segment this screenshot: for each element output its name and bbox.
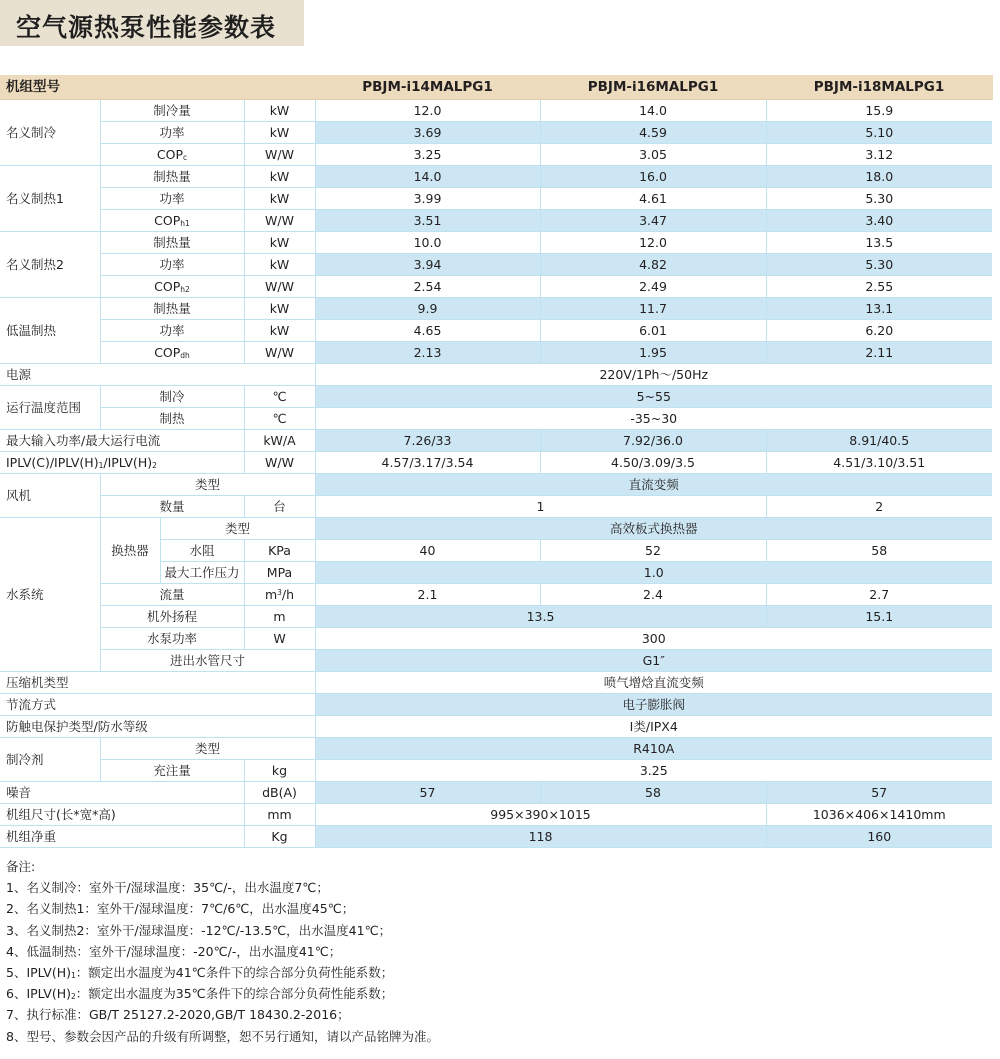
row-label: 压缩机类型 — [0, 672, 315, 694]
unit-cell: ℃ — [244, 408, 315, 430]
note-item: 7、执行标准：GB/T 25127.2-2020,GB/T 18430.2-2016； — [6, 1007, 350, 1023]
value-cell: 4.51/3.10/3.51 — [766, 452, 992, 474]
unit-cell: $m^3/h$ — [244, 584, 315, 606]
value-cell: 8.91/40.5 — [766, 430, 992, 452]
value-cell: 3.25 — [315, 760, 992, 782]
value-cell: 58 — [766, 540, 992, 562]
header-row — [0, 75, 992, 100]
table-row — [0, 364, 992, 386]
value-cell: 11.7 — [540, 298, 766, 320]
unit-cell: kW/A — [244, 430, 315, 452]
value-cell: 300 — [315, 628, 992, 650]
table-row — [0, 452, 992, 474]
notes-title: 备注: — [6, 859, 36, 874]
unit-cell: kW — [244, 254, 315, 276]
value-cell: G1″ — [315, 650, 992, 672]
value-cell: 2.7 — [766, 584, 992, 606]
value-cell: 4.61 — [540, 188, 766, 210]
param-cell: 制热量 — [100, 298, 244, 320]
table-row — [0, 210, 992, 232]
value-cell: 2.11 — [766, 342, 992, 364]
table-row — [0, 276, 992, 298]
value-cell: 1 — [315, 496, 766, 518]
table-row — [0, 188, 992, 210]
unit-cell: 台 — [244, 496, 315, 518]
title-banner — [0, 0, 304, 46]
unit-cell: W/W — [244, 452, 315, 474]
table-row — [0, 100, 992, 122]
note-item: 6、$IPLV(H)_2$：额定出水温度为35℃条件下的综合部分负荷性能系数； — [6, 986, 394, 1002]
value-cell: 3.25 — [315, 144, 540, 166]
note-item: 1、名义制冷：室外干/湿球温度：35℃/-，出水温度7℃； — [6, 880, 329, 896]
row-label: 电源 — [0, 364, 315, 386]
value-cell: 12.0 — [540, 232, 766, 254]
value-cell: 3.12 — [766, 144, 992, 166]
value-cell: -35~30 — [315, 408, 992, 430]
param-cell: $COP_{h1}$ — [100, 210, 244, 232]
header-label: 机组型号 — [0, 75, 315, 100]
param-cell: 机外扬程 — [100, 606, 244, 628]
note-item: 4、低温制热：室外干/湿球温度：-20℃/-，出水温度41℃； — [6, 943, 342, 959]
table-row — [0, 320, 992, 342]
value-cell: 5.10 — [766, 122, 992, 144]
param-cell: 数量 — [100, 496, 244, 518]
table-row — [0, 386, 992, 408]
value-cell: 2.4 — [540, 584, 766, 606]
unit-cell: kW — [244, 298, 315, 320]
unit-cell: kg — [244, 760, 315, 782]
group-water: 水系统 — [0, 518, 100, 672]
model-1: PBJM-i14MALPG1 — [315, 75, 540, 100]
value-cell: 3.94 — [315, 254, 540, 276]
row-label: 节流方式 — [0, 694, 315, 716]
note-item: 5、$IPLV(H)_1$：额定出水温度为41℃条件下的综合部分负荷性能系数； — [6, 965, 394, 981]
table-row — [0, 584, 992, 606]
row-label: 最大输入功率/最大运行电流 — [0, 430, 244, 452]
value-cell: 3.05 — [540, 144, 766, 166]
param-cell: 水阻 — [160, 540, 244, 562]
value-cell: 2.1 — [315, 584, 540, 606]
value-cell: 2.55 — [766, 276, 992, 298]
notes-section — [6, 856, 439, 1047]
value-cell: 1.95 — [540, 342, 766, 364]
value-cell: 4.65 — [315, 320, 540, 342]
param-cell: 水泵功率 — [100, 628, 244, 650]
unit-cell: mm — [244, 804, 315, 826]
unit-cell: kW — [244, 122, 315, 144]
value-cell: 2.54 — [315, 276, 540, 298]
param-cell: $COP_{h2}$ — [100, 276, 244, 298]
value-cell: 3.51 — [315, 210, 540, 232]
param-cell: 制冷 — [100, 386, 244, 408]
group-fan: 风机 — [0, 474, 100, 518]
table-row — [0, 496, 992, 518]
value-cell: 16.0 — [540, 166, 766, 188]
value-cell: 2 — [766, 496, 992, 518]
unit-cell: dB(A) — [244, 782, 315, 804]
param-cell: 功率 — [100, 122, 244, 144]
param-cell: 制冷量 — [100, 100, 244, 122]
param-cell: 充注量 — [100, 760, 244, 782]
value-cell: 14.0 — [315, 166, 540, 188]
value-cell: 58 — [540, 782, 766, 804]
unit-cell: kW — [244, 188, 315, 210]
param-cell: 流量 — [100, 584, 244, 606]
unit-cell: W/W — [244, 276, 315, 298]
table-row — [0, 804, 992, 826]
group-heating1: 名义制热1 — [0, 166, 100, 232]
value-cell: 7.92/36.0 — [540, 430, 766, 452]
param-cell: 功率 — [100, 254, 244, 276]
param-cell: 类型 — [100, 474, 315, 496]
value-cell: 52 — [540, 540, 766, 562]
value-cell: 995×390×1015 — [315, 804, 766, 826]
value-cell: I类/IPX4 — [315, 716, 992, 738]
model-2: PBJM-i16MALPG1 — [540, 75, 766, 100]
value-cell: 4.82 — [540, 254, 766, 276]
value-cell: 4.57/3.17/3.54 — [315, 452, 540, 474]
table-row — [0, 782, 992, 804]
unit-cell: kW — [244, 100, 315, 122]
table-row — [0, 408, 992, 430]
param-cell: 制热 — [100, 408, 244, 430]
value-cell: 13.5 — [766, 232, 992, 254]
group-hx: 换热器 — [100, 518, 160, 584]
note-item: 2、名义制热1：室外干/湿球温度：7℃/6℃，出水温度45℃； — [6, 901, 355, 917]
row-label: 噪音 — [0, 782, 244, 804]
param-cell: 类型 — [160, 518, 315, 540]
table-row — [0, 122, 992, 144]
unit-cell: W/W — [244, 210, 315, 232]
value-cell: 7.26/33 — [315, 430, 540, 452]
value-cell: 喷气增焓直流变频 — [315, 672, 992, 694]
unit-cell: KPa — [244, 540, 315, 562]
value-cell: 15.9 — [766, 100, 992, 122]
row-label: $IPLV(C)/IPLV(H)_1/IPLV(H)_2$ — [0, 452, 244, 474]
table-row — [0, 518, 992, 540]
table-row — [0, 144, 992, 166]
table-row — [0, 716, 992, 738]
unit-cell: W/W — [244, 342, 315, 364]
group-cooling: 名义制冷 — [0, 100, 100, 166]
value-cell: R410A — [315, 738, 992, 760]
group-temp-range: 运行温度范围 — [0, 386, 100, 430]
value-cell: 5.30 — [766, 254, 992, 276]
table-row — [0, 430, 992, 452]
note-item: 3、名义制热2：室外干/湿球温度：-12℃/-13.5℃，出水温度41℃； — [6, 922, 392, 938]
value-cell: 40 — [315, 540, 540, 562]
value-cell: 2.49 — [540, 276, 766, 298]
unit-cell: Kg — [244, 826, 315, 848]
table-row — [0, 672, 992, 694]
value-cell: 9.9 — [315, 298, 540, 320]
table-row — [0, 628, 992, 650]
row-label: 机组净重 — [0, 826, 244, 848]
value-cell: 1036×406×1410mm — [766, 804, 992, 826]
table-row — [0, 254, 992, 276]
param-cell: $COP_c$ — [100, 144, 244, 166]
value-cell: 6.20 — [766, 320, 992, 342]
value-cell: 220V/1Ph～/50Hz — [315, 364, 992, 386]
value-cell: 3.69 — [315, 122, 540, 144]
param-cell: 类型 — [100, 738, 315, 760]
unit-cell: W/W — [244, 144, 315, 166]
value-cell: 电子膨胀阀 — [315, 694, 992, 716]
param-cell: 功率 — [100, 320, 244, 342]
unit-cell: ℃ — [244, 386, 315, 408]
param-cell: 进出水管尺寸 — [100, 650, 315, 672]
value-cell: 5~55 — [315, 386, 992, 408]
value-cell: 12.0 — [315, 100, 540, 122]
unit-cell: m — [244, 606, 315, 628]
value-cell: 15.1 — [766, 606, 992, 628]
table-row — [0, 232, 992, 254]
param-cell: 制热量 — [100, 166, 244, 188]
unit-cell: kW — [244, 232, 315, 254]
value-cell: 57 — [766, 782, 992, 804]
param-cell: 最大工作压力 — [160, 562, 244, 584]
table-row — [0, 474, 992, 496]
table-row — [0, 694, 992, 716]
table-row — [0, 606, 992, 628]
value-cell: 4.50/3.09/3.5 — [540, 452, 766, 474]
value-cell: 6.01 — [540, 320, 766, 342]
table-row — [0, 166, 992, 188]
table-row — [0, 298, 992, 320]
table-row — [0, 826, 992, 848]
group-lowtemp: 低温制热 — [0, 298, 100, 364]
value-cell: 3.47 — [540, 210, 766, 232]
value-cell: 14.0 — [540, 100, 766, 122]
table-row — [0, 738, 992, 760]
param-cell: $COP_{dh}$ — [100, 342, 244, 364]
note-item: 8、型号、参数会因产品的升级有所调整，恕不另行通知，请以产品铭牌为准。 — [6, 1028, 439, 1044]
value-cell: 2.13 — [315, 342, 540, 364]
value-cell: 1.0 — [315, 562, 992, 584]
group-refrigerant: 制冷剂 — [0, 738, 100, 782]
group-heating2: 名义制热2 — [0, 232, 100, 298]
spec-table — [0, 75, 993, 848]
value-cell: 5.30 — [766, 188, 992, 210]
table-row — [0, 760, 992, 782]
value-cell: 高效板式换热器 — [315, 518, 992, 540]
unit-cell: W — [244, 628, 315, 650]
row-label: 机组尺寸(长*宽*高) — [0, 804, 244, 826]
value-cell: 57 — [315, 782, 540, 804]
value-cell: 3.40 — [766, 210, 992, 232]
value-cell: 18.0 — [766, 166, 992, 188]
table-row — [0, 650, 992, 672]
param-cell: 制热量 — [100, 232, 244, 254]
model-3: PBJM-i18MALPG1 — [766, 75, 992, 100]
value-cell: 3.99 — [315, 188, 540, 210]
value-cell: 直流变频 — [315, 474, 992, 496]
table-row — [0, 342, 992, 364]
row-label: 防触电保护类型/防水等级 — [0, 716, 315, 738]
value-cell: 118 — [315, 826, 766, 848]
value-cell: 10.0 — [315, 232, 540, 254]
value-cell: 13.1 — [766, 298, 992, 320]
unit-cell: MPa — [244, 562, 315, 584]
unit-cell: kW — [244, 166, 315, 188]
value-cell: 13.5 — [315, 606, 766, 628]
unit-cell: kW — [244, 320, 315, 342]
value-cell: 4.59 — [540, 122, 766, 144]
page-title: 空气源热泵性能参数表 — [16, 13, 277, 42]
param-cell: 功率 — [100, 188, 244, 210]
value-cell: 160 — [766, 826, 992, 848]
